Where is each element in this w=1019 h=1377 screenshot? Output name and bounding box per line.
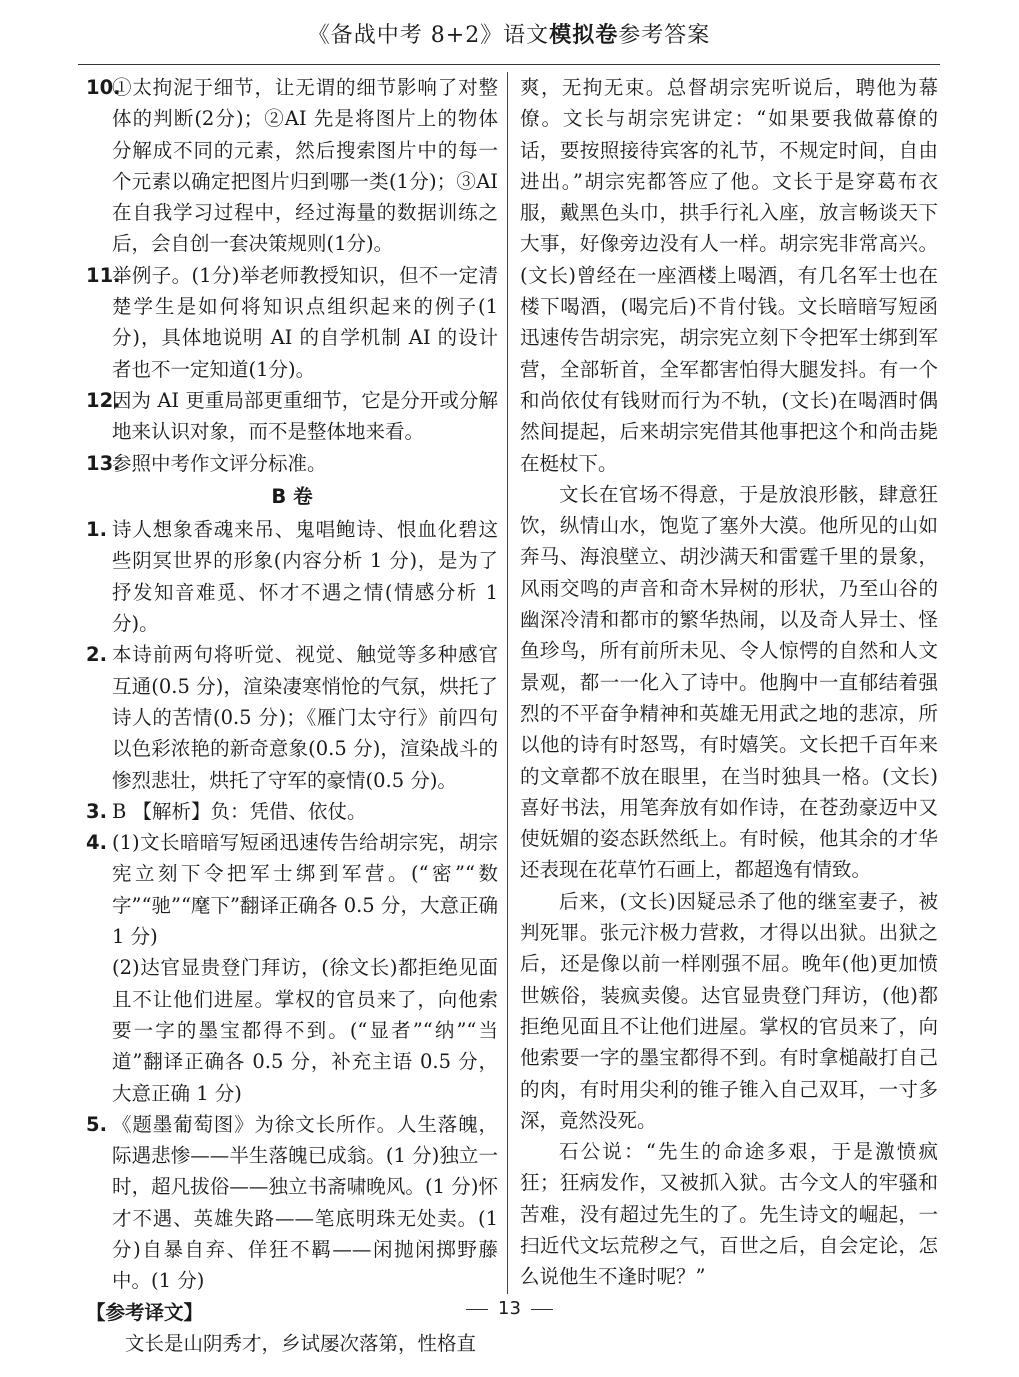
answer-item (86, 448, 498, 479)
item-text: (1)文长暗暗写短函迅速传告给胡宗宪，胡宗宪立刻下令把军士绑到军营。(“密”“数字”“驰”“麾下”翻译正确各 0.5 分，大意正确 1 分) (112, 831, 498, 949)
item-number: 2. (86, 643, 107, 667)
right-column (520, 72, 938, 1293)
item-text: 参照中考作文评分标准。 (112, 451, 327, 475)
translation-paragraph: 文长在官场不得意，于是放浪形骸，肆意狂饮，纵情山水，饱览了塞外大漠。他所见的山如奔马、海浪壁立、胡沙满天和雷霆千里的景象，风雨交鸣的声音和奇木异树的形状，乃至山谷的幽深冷清和都市的繁华热闹，以及奇人异士、怪鱼珍鸟，所有前所未见、令人惊愕的自然和人文景观，都一一化入了诗中。他胸中一直郁结着强烈的不平奋争精神和英雄无用武之地的悲凉，所以他的诗有时怒骂，有时嬉笑。文长把千百年来的文章都不放在眼里，在当时独具一格。(文长)喜好书法，用笔奔放有如作诗，在苍劲豪迈中又使妩媚的姿态跃然纸上。有时候，他其余的才华还表现在花草竹石画上，都超逸有情致。 (520, 482, 938, 882)
answer-item (86, 639, 498, 795)
answer-item (86, 260, 498, 385)
translation-paragraph: 爽，无拘无束。总督胡宗宪听说后，聘他为幕僚。文长与胡宗宪讲定：“如果要我做幕僚的话，要按照接待宾客的礼节，不规定时间，自由进出。”胡宗宪都答应了他。文长于是穿葛布衣服，戴黑色头巾，拱手行礼入座，放言畅谈天下大事，好像旁边没有人一样。胡宗宪非常高兴。(文长)曾经在一座酒楼上喝酒，有几名军士也在楼下喝酒，(喝完后)不肯付钱。文长暗暗写短函迅速传告胡宗宪，胡宗宪立刻下令把军士绑到军营，全部斩首，全军都害怕得大腿发抖。有一个和尚依仗有钱财而行为不轨，(文长)在喝酒时偶然间提起，后来胡宗宪借其他事把这个和尚击毙在梃杖下。 (520, 76, 938, 475)
item-number: 3. (86, 799, 107, 823)
item-text: ①太拘泥于细节，让无谓的细节影响了对整体的判断(2分)；②AI 先是将图片上的物体分解成不同的元素，然后搜索图片中的每一个元素以确定把图片归到哪一类(1分)；③AI在自我学习过程中，经过海量的数据训练之后，会自创一套决策规则(1分)。 (112, 76, 498, 256)
item-text: 本诗前两句将听觉、视觉、触觉等多种感官互通(0.5 分)，渲染凄寒悄怆的气氛，烘托了诗人的苦情(0.5 分)；《雁门太守行》前四句以色彩浓艳的新奇意象(0.5 分)，渲染战斗的惨烈悲壮，烘托了守军的豪情(0.5 分)。 (112, 643, 498, 792)
header-rule (78, 64, 940, 65)
item-number: 13. (86, 451, 121, 475)
header-suffix: 参考答案 (618, 23, 711, 48)
translation-paragraph: 文长是山阴秀才，乡试屡次落第，性格直 (125, 1331, 477, 1355)
answer-item (86, 1109, 498, 1297)
left-column (86, 72, 498, 1359)
page-number: 13 (498, 1298, 521, 1319)
item-text-part2: (2)达官显贵登门拜访，(徐文长)都拒绝见面且不让他们进屋。掌权的官员来了，向他索要一字的墨宝都得不到。(“显者”“纳”“当道”翻译正确各 0.5 分，补充主语 0.5 分，大意正确 1 分) (112, 956, 498, 1105)
column-divider (507, 72, 508, 1294)
answer-item (86, 385, 498, 448)
footer-dash (466, 1309, 488, 1310)
item-number: 10. (86, 76, 121, 99)
answer-item (86, 72, 498, 260)
translation-paragraph: 石公说：“先生的命途多艰，于是激愤疯狂；狂病发作，又被抓入狱。古今文人的牢骚和苦难，没有超过先生的了。先生诗文的崛起，一扫近代文坛荒秽之气，百世之后，自会定论，怎么说他生不逢时呢？” (520, 1140, 938, 1289)
page-footer (0, 1298, 1019, 1319)
page-header (78, 8, 940, 66)
item-number: 4. (86, 831, 107, 855)
item-number: 11. (86, 263, 121, 287)
item-number: 1. (86, 518, 107, 542)
item-number: 12. (86, 388, 121, 412)
answer-item (86, 796, 498, 827)
header-bold: 模拟卷 (549, 22, 619, 48)
header-prefix: 《备战中考 8+2》语文 (307, 23, 550, 48)
item-text: 诗人想象香魂来吊、鬼唱鲍诗、恨血化碧这些阴冥世界的形象(内容分析 1 分)，是为了抒发知音难觅、怀才不遇之情(情感分析 1 分)。 (112, 518, 498, 636)
answer-item (86, 514, 498, 639)
item-number: 5. (86, 1112, 107, 1136)
item-text: 因为 AI 更重局部更重细节，它是分开或分解地来认识对象，而不是整体地来看。 (112, 388, 498, 444)
footer-dash (531, 1309, 553, 1310)
answer-item (86, 827, 498, 1109)
item-text: 举例子。(1分)举老师教授知识，但不一定清楚学生是如何将知识点组织起来的例子(1分)，具体地说明 AI 的自学机制 AI 的设计者也不一定知道(1分)。 (112, 263, 498, 381)
item-text: 《题墨葡萄图》为徐文长所作。人生落魄，际遇悲惨——半生落魄已成翁。(1 分)独立一时，超凡拔俗——独立书斋啸晚风。(1 分)怀才不遇、英雄失路——笔底明珠无处卖。(1 分)自暴自弃、佯狂不羁——闲抛闲掷野藤中。(1 分) (112, 1112, 498, 1293)
item-text: B 【解析】负：凭借、依仗。 (112, 799, 367, 823)
translation-label: 【参考译文】 (86, 1300, 204, 1324)
section-title: B 卷 (271, 484, 313, 508)
translation-paragraph: 后来，(文长)因疑忌杀了他的继室妻子，被判死罪。张元汴极力营救，才得以出狱。出狱之后，还是像以前一样刚强不屈。晚年(他)更加愤世嫉俗，装疯卖傻。达官显贵登门拜访，(他)都拒绝见面且不让他们进屋。掌权的官员来了，向他索要一字的墨宝都得不到。有时拿槌敲打自己的肉，有时用尖利的锥子锥入自己双耳，一寸多深，竟然没死。 (520, 889, 938, 1132)
